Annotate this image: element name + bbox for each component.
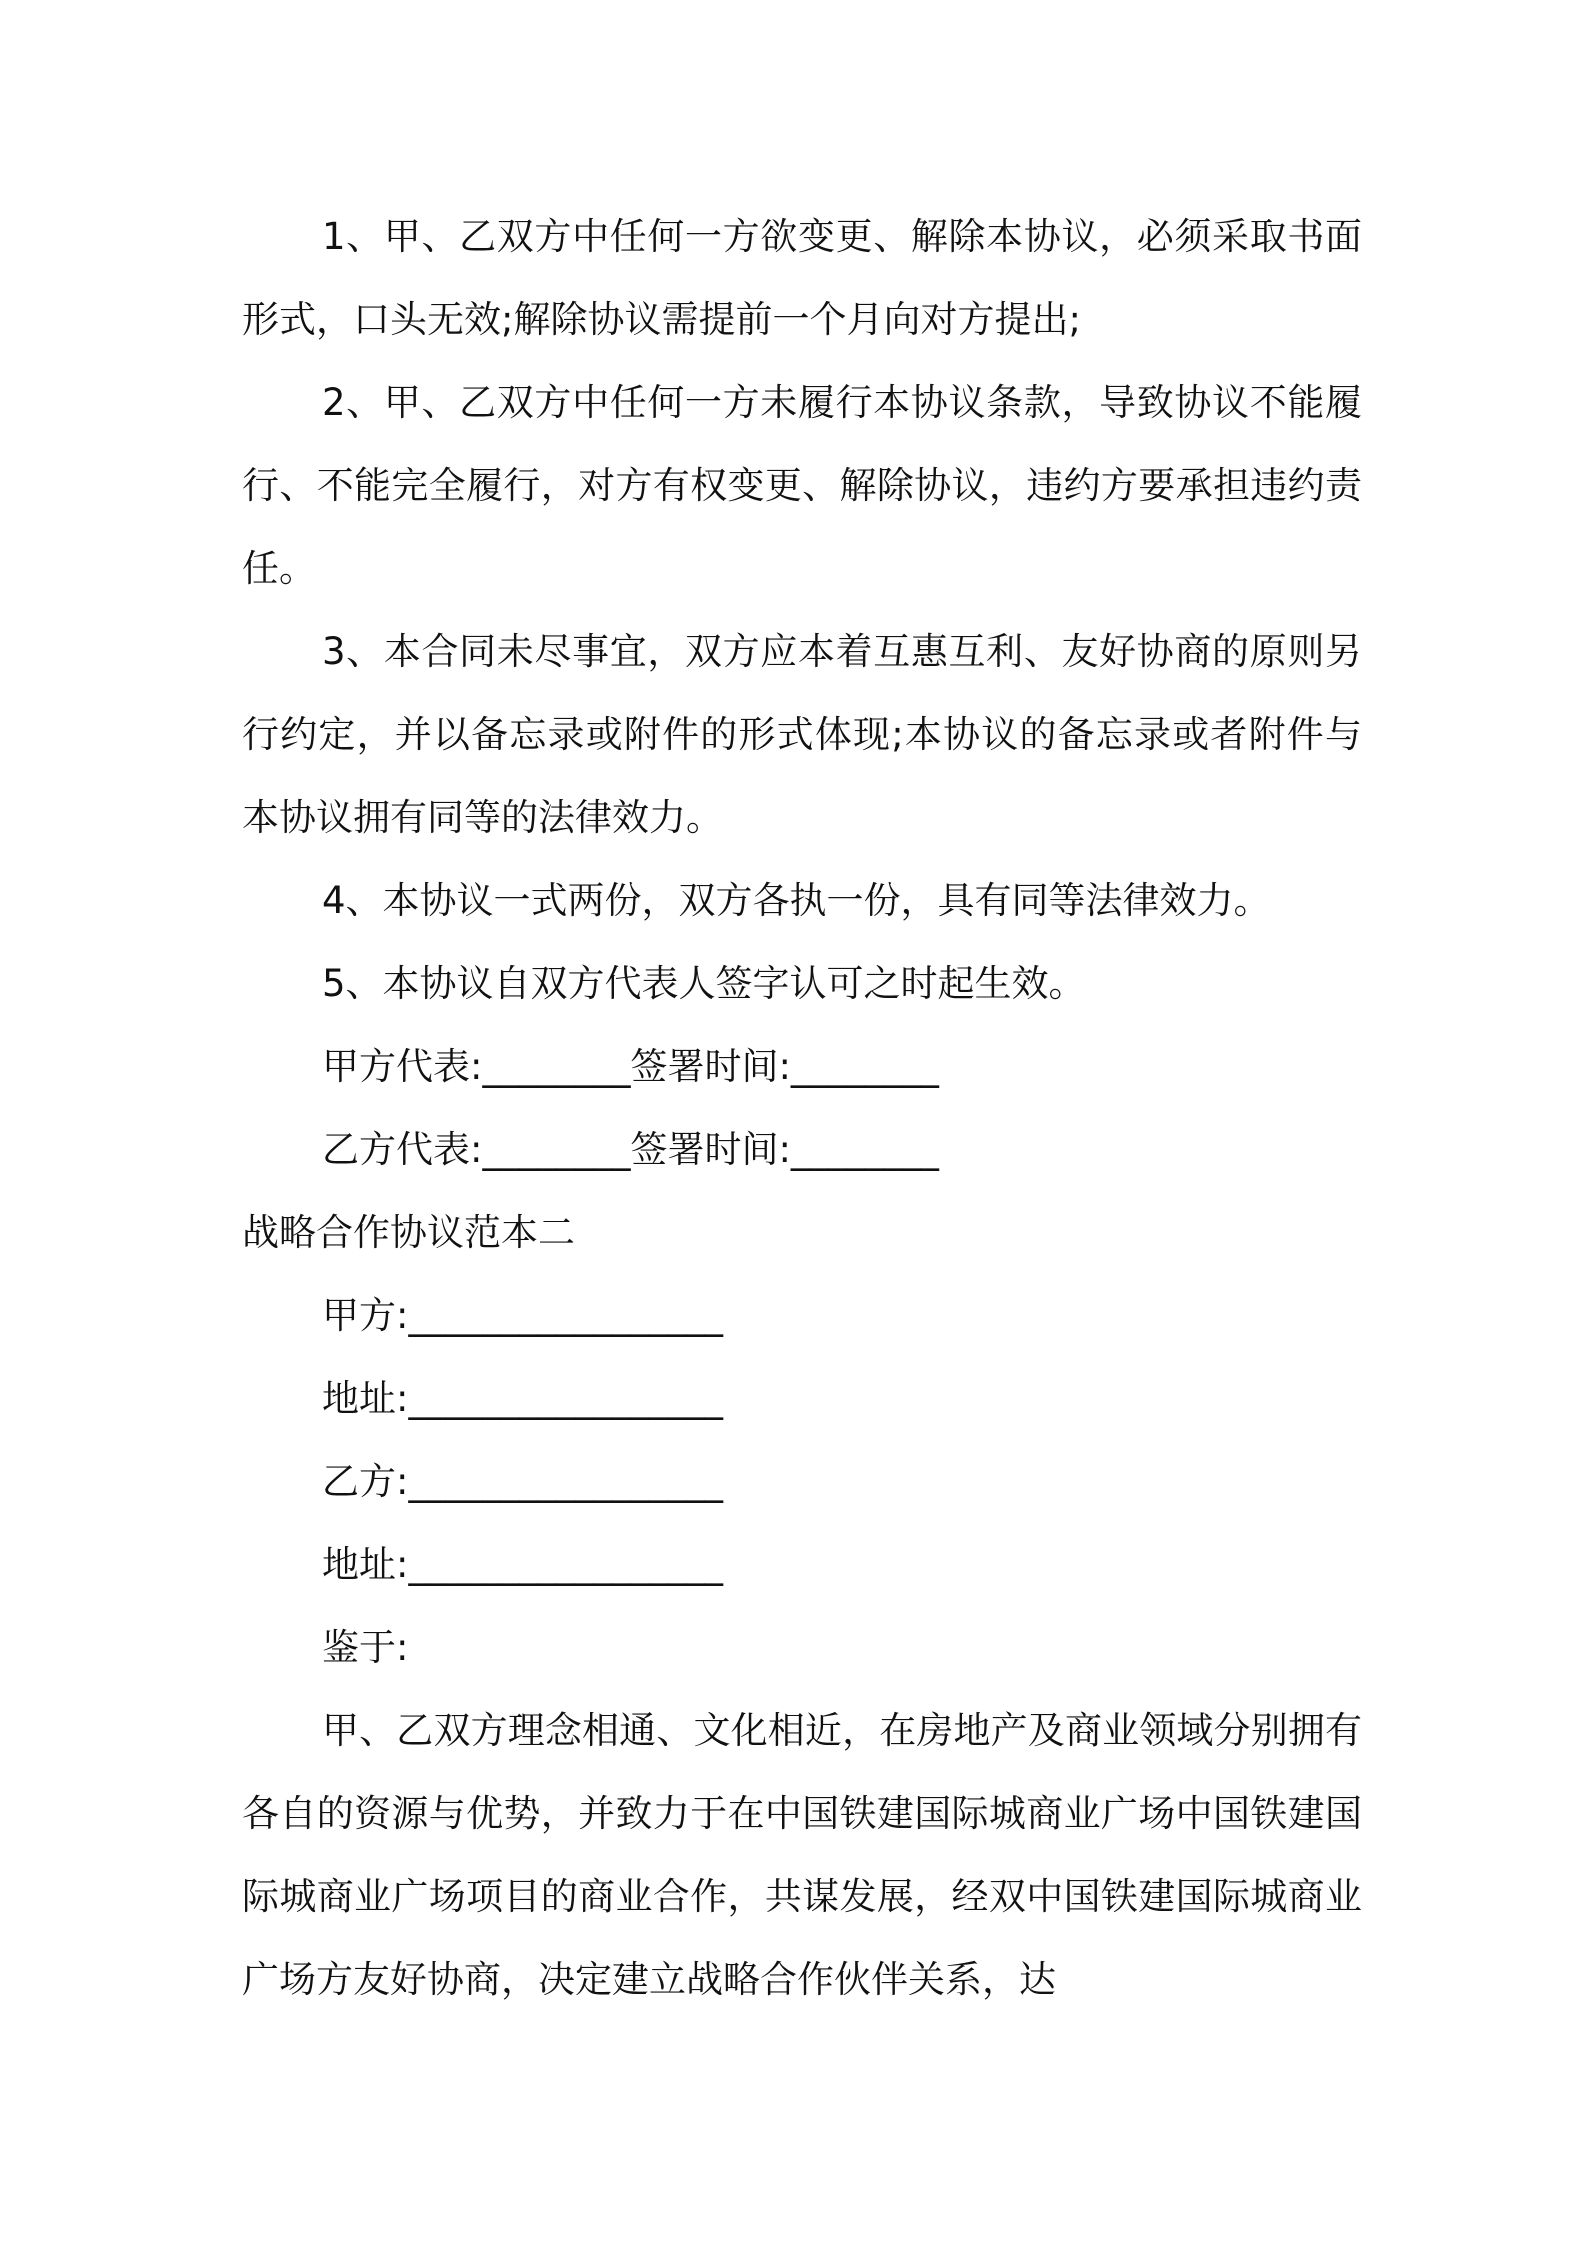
whereas-paragraph: 甲、乙双方理念相通、文化相近，在房地产及商业领域分别拥有各自的资源与优势，并致力于在中国铁建国际城商业广场中国铁建国际城商业广场项目的商业合作，共谋发展，经双中国铁建国际城商业广场方友好协商，决定建立战略合作伙伴关系，达 bbox=[242, 1709, 1362, 2001]
clause-1: 1、甲、乙双方中任何一方欲变更、解除本协议，必须采取书面形式，口头无效;解除协议需提前一个月向对方提出; bbox=[242, 215, 1362, 341]
signature-line-party-a: 甲方代表:________签署时间:________ bbox=[322, 1045, 939, 1088]
clause-3: 3、本合同未尽事宜，双方应本着互惠互利、友好协商的原则另行约定，并以备忘录或附件的形式体现;本协议的备忘录或者附件与本协议拥有同等的法律效力。 bbox=[242, 630, 1362, 839]
party-b-address-field: 地址:_________________ bbox=[322, 1543, 723, 1586]
party-a-field: 甲方:_________________ bbox=[322, 1294, 723, 1337]
whereas-label: 鉴于: bbox=[322, 1626, 409, 1669]
section-title: 战略合作协议范本二 bbox=[242, 1211, 575, 1254]
party-b-field: 乙方:_________________ bbox=[322, 1460, 723, 1503]
clause-4: 4、本协议一式两份，双方各执一份，具有同等法律效力。 bbox=[322, 879, 1271, 922]
clause-2: 2、甲、乙双方中任何一方未履行本协议条款，导致协议不能履行、不能完全履行，对方有权变更、解除协议，违约方要承担违约责任。 bbox=[242, 381, 1362, 590]
party-a-address-field: 地址:_________________ bbox=[322, 1377, 723, 1420]
signature-line-party-b: 乙方代表:________签署时间:________ bbox=[322, 1128, 939, 1171]
document-body bbox=[242, 195, 1362, 2021]
clause-5: 5、本协议自双方代表人签字认可之时起生效。 bbox=[322, 962, 1086, 1005]
